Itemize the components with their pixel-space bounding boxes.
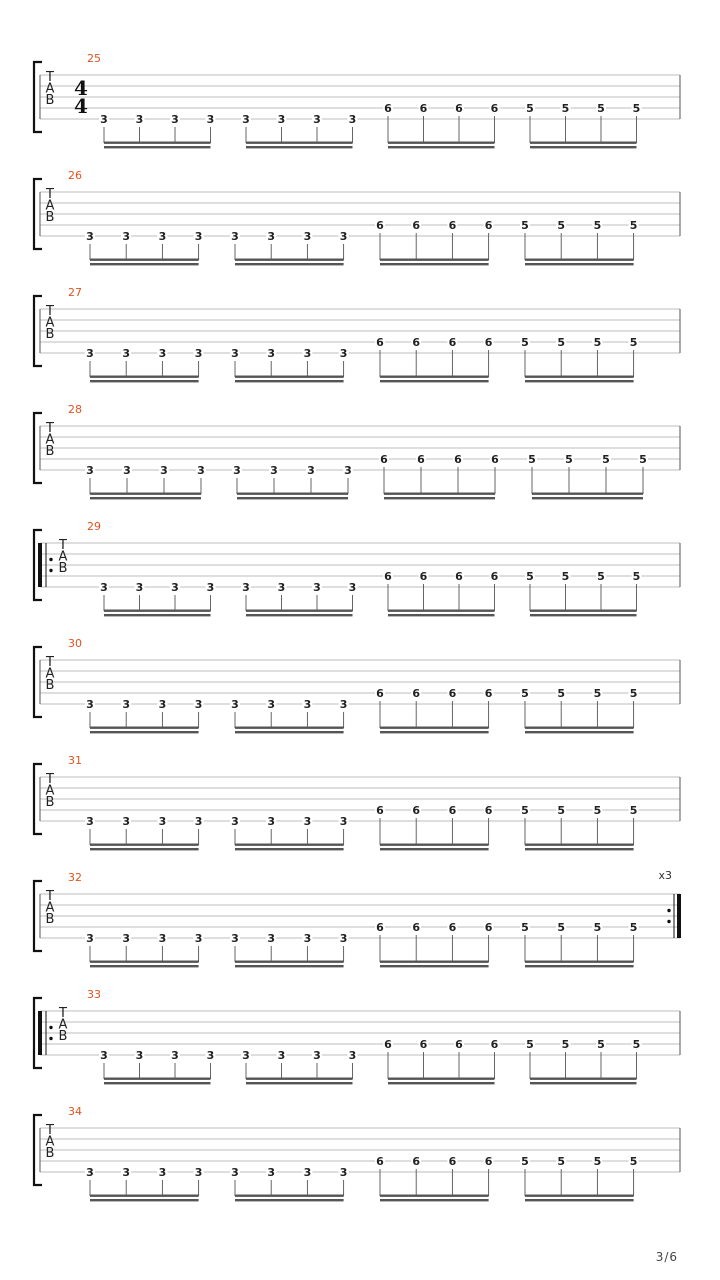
fret-number: 3 bbox=[160, 464, 168, 477]
beam bbox=[525, 376, 634, 378]
repeat-count: x3 bbox=[658, 869, 672, 882]
fret-number: 5 bbox=[602, 453, 610, 466]
beam bbox=[380, 376, 489, 378]
fret-number: 5 bbox=[629, 804, 638, 817]
beam bbox=[388, 1078, 495, 1080]
fret-number: 3 bbox=[158, 932, 167, 945]
beam bbox=[380, 1199, 489, 1201]
repeat-start-thick bbox=[38, 1011, 42, 1055]
measure-number: 32 bbox=[68, 871, 82, 884]
fret-number: 3 bbox=[171, 113, 179, 126]
fret-number: 6 bbox=[412, 804, 421, 817]
beam bbox=[388, 146, 495, 148]
fret-number: 3 bbox=[100, 1049, 108, 1062]
fret-number: 5 bbox=[557, 1155, 566, 1168]
fret-number: 3 bbox=[339, 347, 348, 360]
beam bbox=[235, 965, 344, 967]
fret-number: 5 bbox=[593, 1155, 602, 1168]
fret-number: 3 bbox=[206, 113, 215, 126]
fret-number: 3 bbox=[277, 113, 286, 126]
fret-number: 3 bbox=[122, 230, 131, 243]
tab-clef-letter: T bbox=[46, 304, 54, 319]
tab-clef-letter: B bbox=[45, 93, 55, 108]
fret-number: 3 bbox=[267, 230, 276, 243]
tab-clef-letter: A bbox=[45, 315, 55, 331]
fret-number: 3 bbox=[100, 113, 108, 126]
tab-clef-letter: T bbox=[46, 1123, 54, 1138]
beam bbox=[530, 1078, 637, 1080]
repeat-dot bbox=[49, 569, 52, 572]
fret-number: 5 bbox=[593, 921, 602, 934]
fret-number: 6 bbox=[412, 336, 421, 349]
fret-number: 6 bbox=[455, 102, 463, 115]
fret-number: 3 bbox=[348, 113, 357, 126]
beam bbox=[235, 844, 344, 846]
fret-number: 3 bbox=[339, 1166, 348, 1179]
measure-number: 31 bbox=[68, 754, 82, 767]
measure-number: 27 bbox=[68, 286, 82, 299]
fret-number: 6 bbox=[490, 102, 499, 115]
beam bbox=[384, 497, 495, 499]
fret-number: 6 bbox=[412, 219, 421, 232]
beam bbox=[380, 727, 489, 729]
fret-number: 5 bbox=[557, 687, 566, 700]
fret-number: 6 bbox=[448, 1155, 457, 1168]
beam bbox=[246, 614, 353, 616]
fret-number: 5 bbox=[521, 219, 529, 232]
measure-number: 33 bbox=[87, 988, 101, 1001]
fret-number: 6 bbox=[484, 687, 493, 700]
fret-number: 3 bbox=[86, 464, 94, 477]
measure-number: 29 bbox=[87, 520, 101, 533]
fret-number: 3 bbox=[303, 230, 312, 243]
fret-number: 6 bbox=[448, 921, 457, 934]
fret-number: 3 bbox=[267, 932, 276, 945]
fret-number: 3 bbox=[303, 815, 312, 828]
fret-number: 3 bbox=[270, 464, 278, 477]
fret-number: 5 bbox=[597, 1038, 605, 1051]
fret-number: 5 bbox=[526, 570, 534, 583]
fret-number: 3 bbox=[158, 698, 167, 711]
measure-number: 30 bbox=[68, 637, 82, 650]
fret-number: 5 bbox=[632, 102, 641, 115]
beam bbox=[90, 1199, 199, 1201]
tab-clef-letter: A bbox=[45, 198, 55, 214]
beam bbox=[90, 263, 199, 265]
beam bbox=[388, 1082, 495, 1084]
tab-clef-letter: B bbox=[45, 327, 55, 342]
beam bbox=[235, 727, 344, 729]
fret-number: 3 bbox=[122, 815, 131, 828]
fret-number: 3 bbox=[231, 815, 239, 828]
fret-number: 5 bbox=[629, 687, 638, 700]
fret-number: 3 bbox=[100, 581, 108, 594]
fret-number: 6 bbox=[412, 687, 421, 700]
fret-number: 6 bbox=[484, 921, 493, 934]
fret-number: 3 bbox=[313, 581, 321, 594]
beam bbox=[525, 1199, 634, 1201]
repeat-dot bbox=[49, 1037, 52, 1040]
fret-number: 5 bbox=[557, 804, 566, 817]
tab-clef-letter: T bbox=[59, 1006, 67, 1021]
beam bbox=[530, 610, 637, 612]
fret-number: 6 bbox=[454, 453, 462, 466]
measure-number: 26 bbox=[68, 169, 82, 182]
tab-clef-letter: B bbox=[58, 1029, 68, 1044]
beam bbox=[90, 1195, 199, 1197]
beam bbox=[388, 610, 495, 612]
fret-number: 5 bbox=[629, 1155, 638, 1168]
fret-number: 6 bbox=[376, 687, 384, 700]
fret-number: 3 bbox=[194, 230, 203, 243]
fret-number: 3 bbox=[86, 230, 94, 243]
tab-clef-letter: B bbox=[45, 444, 55, 459]
fret-number: 3 bbox=[339, 698, 348, 711]
fret-number: 3 bbox=[303, 932, 312, 945]
fret-number: 5 bbox=[565, 453, 573, 466]
fret-number: 6 bbox=[484, 804, 493, 817]
beam bbox=[235, 259, 344, 261]
tab-clef-letter: A bbox=[45, 1134, 55, 1150]
fret-number: 6 bbox=[376, 921, 384, 934]
tab-clef-letter: T bbox=[46, 70, 54, 85]
tab-clef-letter: T bbox=[59, 538, 67, 553]
fret-number: 6 bbox=[484, 219, 493, 232]
fret-number: 6 bbox=[412, 921, 421, 934]
fret-number: 5 bbox=[526, 1038, 534, 1051]
beam bbox=[380, 731, 489, 733]
fret-number: 3 bbox=[194, 347, 203, 360]
beam bbox=[235, 1199, 344, 1201]
beam bbox=[246, 1078, 353, 1080]
fret-number: 3 bbox=[303, 347, 312, 360]
fret-number: 3 bbox=[86, 932, 94, 945]
tab-clef-letter: B bbox=[45, 912, 55, 927]
fret-number: 6 bbox=[376, 336, 384, 349]
beam bbox=[532, 497, 643, 499]
fret-number: 5 bbox=[597, 102, 605, 115]
fret-number: 5 bbox=[557, 336, 566, 349]
beam bbox=[525, 259, 634, 261]
fret-number: 6 bbox=[455, 570, 463, 583]
tab-clef-letter: B bbox=[45, 210, 55, 225]
fret-number: 3 bbox=[231, 932, 239, 945]
beam bbox=[104, 1078, 211, 1080]
fret-number: 6 bbox=[419, 102, 428, 115]
beam bbox=[384, 493, 495, 495]
fret-number: 6 bbox=[484, 336, 493, 349]
tab-clef-letter: B bbox=[45, 1146, 55, 1161]
tab-clef-letter: A bbox=[45, 900, 55, 916]
repeat-end-thick bbox=[677, 894, 681, 938]
fret-number: 5 bbox=[557, 219, 566, 232]
fret-number: 5 bbox=[526, 102, 534, 115]
fret-number: 6 bbox=[490, 1038, 499, 1051]
beam bbox=[380, 263, 489, 265]
fret-number: 3 bbox=[277, 1049, 286, 1062]
fret-number: 6 bbox=[376, 804, 384, 817]
time-signature-numerator: 4 bbox=[74, 76, 88, 100]
tab-clef-letter: T bbox=[46, 655, 54, 670]
tab-clef-letter: A bbox=[58, 1017, 68, 1033]
fret-number: 6 bbox=[384, 1038, 392, 1051]
fret-number: 3 bbox=[348, 581, 357, 594]
tab-clef-letter: T bbox=[46, 889, 54, 904]
fret-number: 6 bbox=[380, 453, 388, 466]
beam bbox=[388, 142, 495, 144]
fret-number: 6 bbox=[484, 1155, 493, 1168]
beam bbox=[90, 961, 199, 963]
fret-number: 3 bbox=[267, 1166, 276, 1179]
fret-number: 3 bbox=[86, 815, 94, 828]
beam bbox=[104, 1082, 211, 1084]
fret-number: 6 bbox=[419, 1038, 428, 1051]
time-signature-denominator: 4 bbox=[74, 94, 88, 118]
fret-number: 5 bbox=[561, 102, 570, 115]
fret-number: 6 bbox=[448, 687, 457, 700]
fret-number: 3 bbox=[86, 347, 94, 360]
fret-number: 5 bbox=[521, 1155, 529, 1168]
tab-clef-letter: A bbox=[58, 549, 68, 565]
fret-number: 3 bbox=[233, 464, 241, 477]
fret-number: 5 bbox=[593, 219, 602, 232]
fret-number: 3 bbox=[277, 581, 286, 594]
measure-number: 34 bbox=[68, 1105, 82, 1118]
tab-clef-letter: A bbox=[45, 432, 55, 448]
fret-number: 3 bbox=[339, 815, 348, 828]
beam bbox=[525, 1195, 634, 1197]
fret-number: 6 bbox=[490, 570, 499, 583]
beam bbox=[90, 844, 199, 846]
beam bbox=[235, 376, 344, 378]
repeat-start-thick bbox=[38, 543, 42, 587]
fret-number: 5 bbox=[593, 804, 602, 817]
beam bbox=[388, 614, 495, 616]
beam bbox=[380, 965, 489, 967]
beam bbox=[90, 380, 199, 382]
beam bbox=[90, 731, 199, 733]
beam bbox=[525, 961, 634, 963]
beam bbox=[235, 1195, 344, 1197]
fret-number: 3 bbox=[206, 581, 215, 594]
tab-clef-letter: A bbox=[45, 666, 55, 682]
tab-clef-letter: B bbox=[45, 678, 55, 693]
fret-number: 3 bbox=[307, 464, 315, 477]
fret-number: 5 bbox=[629, 336, 638, 349]
beam bbox=[525, 965, 634, 967]
fret-number: 3 bbox=[194, 932, 203, 945]
beam bbox=[90, 493, 201, 495]
fret-number: 3 bbox=[123, 464, 131, 477]
beam bbox=[525, 380, 634, 382]
tab-clef-letter: A bbox=[45, 783, 55, 799]
fret-number: 3 bbox=[231, 347, 239, 360]
fret-number: 5 bbox=[561, 1038, 570, 1051]
fret-number: 3 bbox=[267, 815, 276, 828]
fret-number: 5 bbox=[528, 453, 536, 466]
fret-number: 3 bbox=[242, 1049, 250, 1062]
fret-number: 3 bbox=[339, 932, 348, 945]
fret-number: 3 bbox=[194, 815, 203, 828]
fret-number: 3 bbox=[135, 581, 144, 594]
beam bbox=[104, 146, 211, 148]
fret-number: 6 bbox=[419, 570, 428, 583]
fret-number: 3 bbox=[267, 347, 276, 360]
repeat-dot bbox=[667, 920, 670, 923]
tab-clef-letter: A bbox=[45, 81, 55, 97]
beam bbox=[235, 380, 344, 382]
beam bbox=[235, 848, 344, 850]
fret-number: 3 bbox=[231, 230, 239, 243]
fret-number: 3 bbox=[194, 1166, 203, 1179]
fret-number: 3 bbox=[158, 815, 167, 828]
beam bbox=[235, 731, 344, 733]
beam bbox=[90, 848, 199, 850]
beam bbox=[525, 844, 634, 846]
beam bbox=[90, 376, 199, 378]
fret-number: 3 bbox=[171, 1049, 179, 1062]
beam bbox=[525, 731, 634, 733]
fret-number: 6 bbox=[448, 219, 457, 232]
fret-number: 3 bbox=[171, 581, 179, 594]
beam bbox=[104, 614, 211, 616]
fret-number: 5 bbox=[521, 336, 529, 349]
fret-number: 5 bbox=[521, 921, 529, 934]
repeat-dot bbox=[667, 909, 670, 912]
fret-number: 3 bbox=[122, 698, 131, 711]
fret-number: 3 bbox=[303, 698, 312, 711]
fret-number: 3 bbox=[348, 1049, 357, 1062]
beam bbox=[380, 961, 489, 963]
fret-number: 6 bbox=[448, 336, 457, 349]
fret-number: 6 bbox=[376, 1155, 384, 1168]
fret-number: 3 bbox=[158, 230, 167, 243]
beam bbox=[380, 259, 489, 261]
beam bbox=[525, 727, 634, 729]
beam bbox=[90, 727, 199, 729]
beam bbox=[532, 493, 643, 495]
fret-number: 3 bbox=[122, 1166, 131, 1179]
fret-number: 5 bbox=[521, 687, 529, 700]
fret-number: 3 bbox=[231, 1166, 239, 1179]
fret-number: 5 bbox=[593, 336, 602, 349]
fret-number: 3 bbox=[86, 698, 94, 711]
beam bbox=[380, 844, 489, 846]
tab-clef-letter: B bbox=[58, 561, 68, 576]
beam bbox=[530, 614, 637, 616]
beam bbox=[380, 1195, 489, 1197]
fret-number: 5 bbox=[639, 453, 647, 466]
beam bbox=[235, 263, 344, 265]
repeat-dot bbox=[49, 558, 52, 561]
beam bbox=[235, 961, 344, 963]
fret-number: 6 bbox=[448, 804, 457, 817]
beam bbox=[525, 848, 634, 850]
beam bbox=[90, 965, 199, 967]
page-number: 3/6 bbox=[655, 1250, 678, 1264]
fret-number: 3 bbox=[242, 113, 250, 126]
beam bbox=[104, 142, 211, 144]
fret-number: 3 bbox=[339, 230, 348, 243]
tab-clef-letter: B bbox=[45, 795, 55, 810]
fret-number: 6 bbox=[412, 1155, 421, 1168]
beam bbox=[246, 146, 353, 148]
fret-number: 3 bbox=[135, 113, 144, 126]
fret-number: 3 bbox=[242, 581, 250, 594]
fret-number: 5 bbox=[632, 1038, 641, 1051]
fret-number: 3 bbox=[122, 932, 131, 945]
beam bbox=[104, 610, 211, 612]
fret-number: 5 bbox=[521, 804, 529, 817]
fret-number: 3 bbox=[231, 698, 239, 711]
beam bbox=[380, 380, 489, 382]
fret-number: 5 bbox=[557, 921, 566, 934]
beam bbox=[237, 493, 348, 495]
fret-number: 6 bbox=[376, 219, 384, 232]
fret-number: 3 bbox=[122, 347, 131, 360]
beam bbox=[90, 259, 199, 261]
beam bbox=[380, 848, 489, 850]
fret-number: 5 bbox=[561, 570, 570, 583]
beam bbox=[530, 142, 637, 144]
fret-number: 3 bbox=[86, 1166, 94, 1179]
beam bbox=[237, 497, 348, 499]
fret-number: 3 bbox=[344, 464, 352, 477]
fret-number: 5 bbox=[632, 570, 641, 583]
tab-clef-letter: T bbox=[46, 421, 54, 436]
fret-number: 3 bbox=[267, 698, 276, 711]
beam bbox=[530, 1082, 637, 1084]
measure-number: 25 bbox=[87, 52, 101, 65]
fret-number: 3 bbox=[158, 1166, 167, 1179]
tab-clef-letter: T bbox=[46, 187, 54, 202]
beam bbox=[90, 497, 201, 499]
beam bbox=[525, 263, 634, 265]
fret-number: 3 bbox=[206, 1049, 215, 1062]
fret-number: 3 bbox=[313, 1049, 321, 1062]
fret-number: 5 bbox=[597, 570, 605, 583]
measure-number: 28 bbox=[68, 403, 82, 416]
fret-number: 3 bbox=[194, 698, 203, 711]
fret-number: 6 bbox=[455, 1038, 463, 1051]
fret-number: 5 bbox=[593, 687, 602, 700]
fret-number: 6 bbox=[491, 453, 499, 466]
fret-number: 3 bbox=[313, 113, 321, 126]
fret-number: 6 bbox=[384, 102, 392, 115]
beam bbox=[246, 610, 353, 612]
fret-number: 3 bbox=[158, 347, 167, 360]
fret-number: 5 bbox=[629, 921, 638, 934]
fret-number: 3 bbox=[135, 1049, 144, 1062]
fret-number: 6 bbox=[384, 570, 392, 583]
repeat-dot bbox=[49, 1026, 52, 1029]
fret-number: 3 bbox=[197, 464, 205, 477]
beam bbox=[246, 142, 353, 144]
fret-number: 5 bbox=[629, 219, 638, 232]
beam bbox=[530, 146, 637, 148]
tab-clef-letter: T bbox=[46, 772, 54, 787]
beam bbox=[246, 1082, 353, 1084]
fret-number: 3 bbox=[303, 1166, 312, 1179]
fret-number: 6 bbox=[417, 453, 425, 466]
